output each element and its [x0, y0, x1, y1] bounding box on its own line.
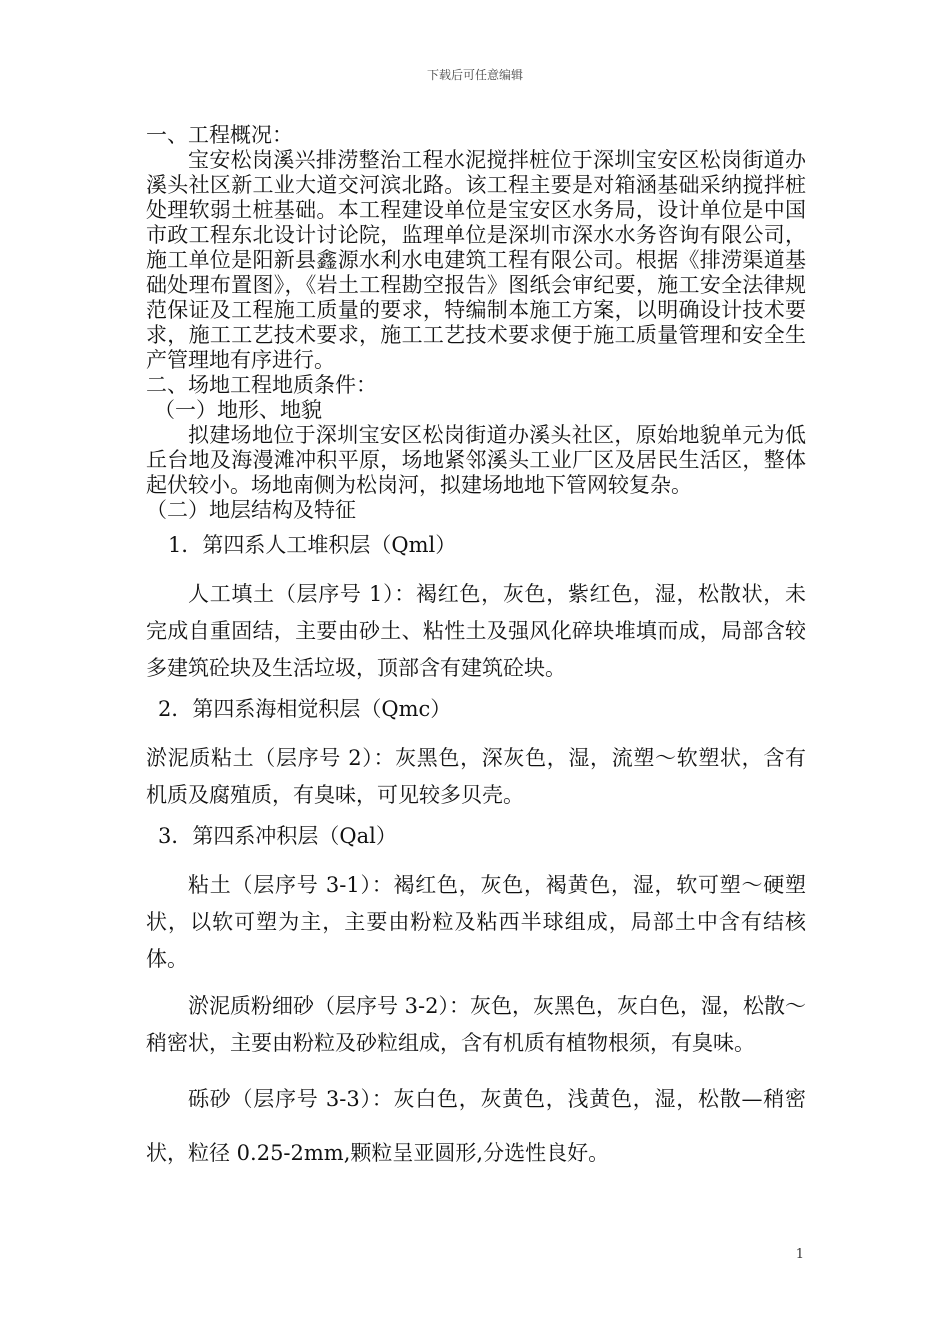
document-body	[146, 123, 806, 1180]
subsection-heading-strata: （二）地层结构及特征	[146, 498, 356, 522]
terrain-paragraph: 拟建场地位于深圳宝安区松岗街道办溪头社区，原始地貌单元为低丘台地及海漫滩冲积平原，场地紧邻溪头工业厂区及居民生活区，整体起伏较小。场地南侧为松岗河，拟建场地地下管网较复杂。	[146, 423, 806, 497]
layer-paragraph-artificial-fill: 人工填土（层序号 1）：褐红色，灰色，紫红色，湿，松散状，未完成自重固结，主要由砂土、粘性土及强风化碎块堆填而成，局部含较多建筑砼块及生活垃圾，顶部含有建筑砼块。	[146, 582, 806, 680]
page-number: 1	[795, 1247, 804, 1262]
overview-paragraph: 宝安松岗溪兴排涝整治工程水泥搅拌桩位于深圳宝安区松岗街道办溪头社区新工业大道交河滨北路。该工程主要是对箱涵基础采纳搅拌桩处理软弱土桩基础。本工程建设单位是宝安区水务局，设计单位是中国市政工程东北设计讨论院，监理单位是深圳市深水水务咨询有限公司，施工单位是阳新县鑫源水利水电建筑工程有限公司。根据《排涝渠道基础处理布置图》，《岩土工程勘空报告》图纸会审纪要，施工安全法律规范保证及工程施工质量的要求，特编制本施工方案，以明确设计技术要求，施工工艺技术要求，施工工艺技术要求便于施工质量管理和安全生产管理地有序进行。	[146, 148, 806, 372]
subsection-heading-terrain: （一）地形、地貌	[154, 398, 322, 422]
layer-heading-artificial-fill: 1．第四系人工堆积层（Qml）	[168, 533, 457, 557]
layer-heading-alluvial: 3．第四系冲积层（Qal）	[158, 824, 397, 848]
section-heading-geology: 二、场地工程地质条件：	[146, 373, 377, 397]
layer-paragraph-gravel-sand: 砾砂（层序号 3-3）：灰白色，灰黄色，浅黄色，湿，松散—稍密状，粒径 0.25-2mm,颗粒呈亚圆形,分选性良好。	[146, 1087, 806, 1165]
layer-heading-marine-deposit: 2．第四系海相觉积层（Qmc）	[158, 697, 452, 721]
page-header-note: 下载后可任意编辑	[426, 68, 523, 82]
layer-paragraph-silty-sand: 淤泥质粉细砂（层序号 3-2）：灰色，灰黑色，灰白色，湿，松散～稍密状，主要由粉粒及砂粒组成，含有机质有植物根须，有臭味。	[146, 994, 806, 1055]
layer-paragraph-clay: 粘土（层序号 3-1）：褐红色，灰色，褐黄色，湿，软可塑～硬塑状，以软可塑为主，主要由粉粒及粘西半球组成，局部土中含有结核体。	[146, 873, 806, 971]
section-heading-overview: 一、工程概况：	[146, 123, 293, 147]
layer-paragraph-silty-clay: 淤泥质粘土（层序号 2）：灰黑色，深灰色，湿，流塑～软塑状，含有机质及腐殖质，有臭味，可见较多贝壳。	[146, 746, 806, 807]
